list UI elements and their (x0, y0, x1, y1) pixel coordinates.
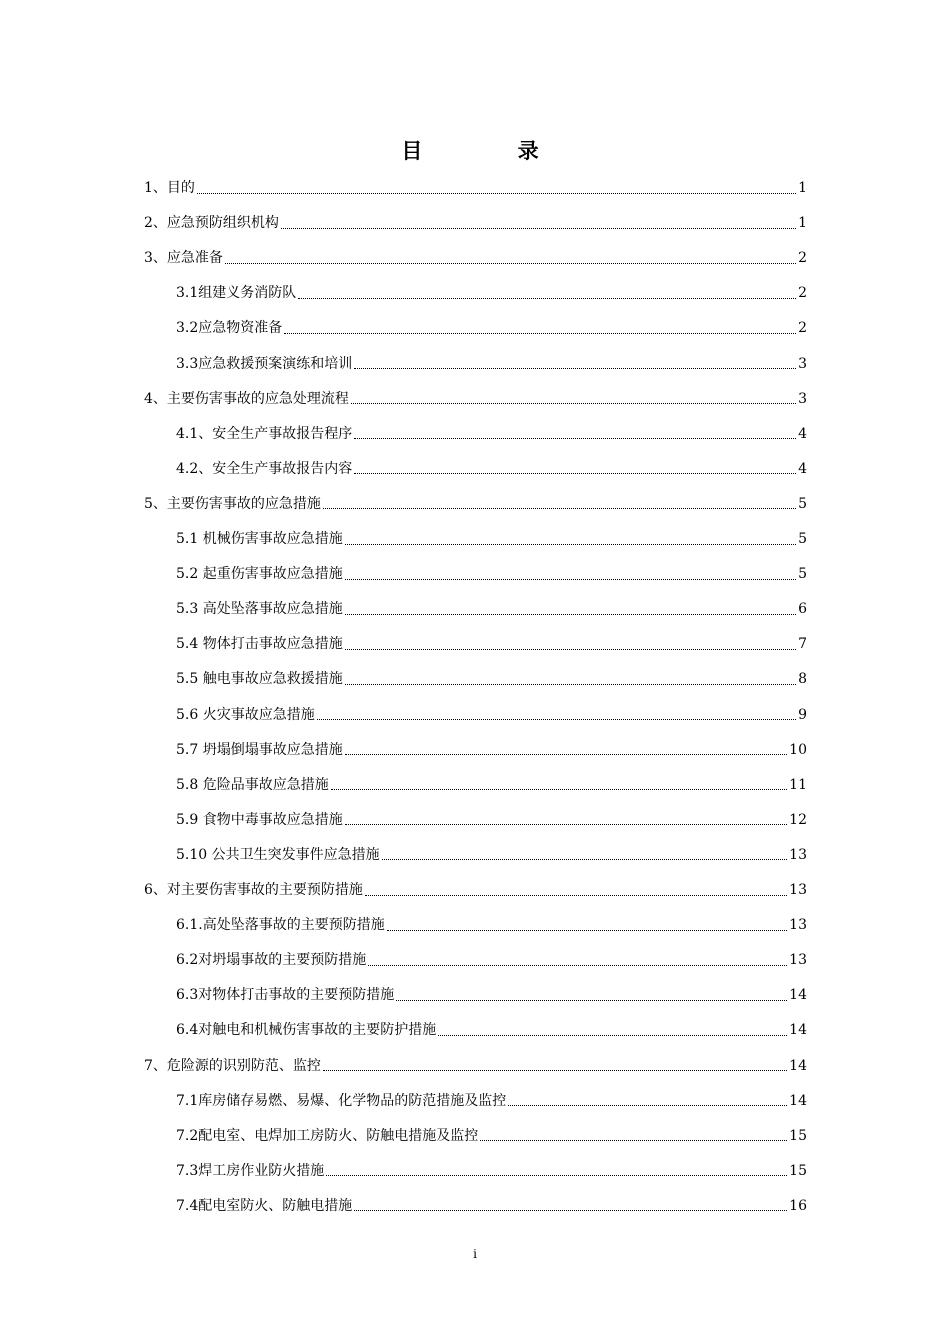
toc-entry-title: 7、危险源的识别防范、监控 (144, 1057, 321, 1074)
toc-dot-leader (331, 789, 787, 790)
page-number-footer: i (473, 1247, 477, 1261)
toc-entry[interactable] (176, 697, 807, 732)
toc-dot-leader (298, 298, 796, 299)
toc-entry-title: 5.8 危险品事故应急措施 (176, 776, 329, 793)
toc-entry-page-number: 1 (798, 180, 807, 196)
toc-entry[interactable] (144, 381, 807, 416)
toc-dot-leader (396, 1000, 787, 1001)
toc-entry-page-number: 10 (789, 741, 807, 758)
toc-entry[interactable] (176, 557, 807, 592)
toc-entry-title: 5.1 机械伤害事故应急措施 (176, 531, 343, 547)
toc-dot-leader (354, 473, 796, 474)
toc-entry[interactable] (176, 592, 807, 627)
toc-entry-title: 7.4配电室防火、防触电措施 (176, 1197, 353, 1214)
toc-entry-page-number: 13 (789, 917, 807, 934)
toc-entry-page-number: 16 (789, 1197, 807, 1214)
toc-entry-page-number: 6 (798, 601, 807, 618)
toc-entry[interactable] (176, 767, 807, 802)
toc-dot-leader (365, 895, 787, 896)
toc-dot-leader (351, 403, 796, 404)
toc-entry-title: 5.6 火灾事故应急措施 (176, 706, 315, 723)
toc-dot-leader (317, 719, 796, 720)
toc-dot-leader (438, 1035, 787, 1036)
toc-entry[interactable] (176, 1118, 807, 1153)
toc-dot-leader (326, 1175, 787, 1176)
toc-entry-page-number: 14 (789, 1057, 807, 1074)
toc-dot-leader (284, 333, 796, 334)
toc-entry-page-number: 13 (789, 882, 807, 898)
toc-entry[interactable] (176, 627, 807, 662)
toc-title: 目 录 (401, 139, 583, 163)
toc-dot-leader (197, 193, 796, 194)
toc-entry-title: 1、目的 (144, 180, 195, 196)
toc-entry-page-number: 13 (789, 952, 807, 969)
toc-entry-title: 7.1库房储存易燃、易爆、化学物品的防范措施及监控 (176, 1092, 507, 1109)
toc-entry-title: 2、应急预防组织机构 (144, 215, 279, 232)
toc-entry[interactable] (176, 908, 807, 943)
toc-entry-title: 7.2配电室、电焊加工房防火、防触电措施及监控 (176, 1127, 479, 1144)
toc-entry-page-number: 14 (789, 1092, 807, 1109)
toc-entry[interactable] (176, 522, 807, 557)
toc-entry[interactable] (144, 1048, 807, 1083)
toc-entry-page-number: 7 (798, 636, 807, 653)
toc-entry-page-number: 11 (789, 776, 807, 793)
toc-entry-page-number: 3 (798, 390, 807, 407)
toc-entry-title: 3.1组建义务消防队 (176, 285, 297, 302)
toc-entry[interactable] (176, 662, 807, 697)
toc-entry[interactable] (176, 1013, 807, 1048)
toc-entry-page-number: 14 (789, 987, 807, 1004)
toc-entry-page-number: 4 (798, 425, 807, 442)
toc-dot-leader (323, 508, 796, 509)
toc-entry-page-number: 2 (798, 320, 807, 337)
toc-entry[interactable] (176, 837, 807, 872)
toc-entry-page-number: 13 (789, 846, 807, 863)
toc-entry-page-number: 15 (789, 1162, 807, 1179)
toc-entry-page-number: 4 (798, 460, 807, 477)
toc-entry[interactable] (144, 206, 807, 241)
toc-entry[interactable] (176, 346, 807, 381)
toc-entry[interactable] (176, 802, 807, 837)
toc-entry-page-number: 5 (798, 495, 807, 512)
toc-entry[interactable] (176, 416, 807, 451)
toc-dot-leader (225, 263, 796, 264)
toc-entry[interactable] (144, 241, 807, 276)
toc-entry-page-number: 3 (798, 355, 807, 372)
toc-dot-leader (281, 228, 796, 229)
toc-entry-title: 5.9 食物中毒事故应急措施 (176, 811, 343, 828)
toc-dot-leader (354, 368, 796, 369)
toc-entry-title: 6.4对触电和机械伤害事故的主要防护措施 (176, 1022, 437, 1039)
toc-entry-title: 7.3焊工房作业防火措施 (176, 1162, 325, 1179)
toc-entry-title: 4、主要伤害事故的应急处理流程 (144, 390, 349, 407)
toc-entry-title: 6.1.高处坠落事故的主要预防措施 (176, 917, 385, 934)
toc-entry-title: 5.5 触电事故应急救援措施 (176, 671, 343, 688)
toc-entry-title: 3.2应急物资准备 (176, 320, 283, 337)
toc-dot-leader (480, 1140, 787, 1141)
toc-dot-leader (387, 930, 787, 931)
toc-entry-title: 6.2对坍塌事故的主要预防措施 (176, 952, 367, 969)
toc-entry-title: 5、主要伤害事故的应急措施 (144, 495, 321, 512)
toc-dot-leader (323, 1070, 787, 1071)
toc-dot-leader (368, 965, 787, 966)
toc-entry-title: 4.2、安全生产事故报告内容 (176, 460, 353, 477)
toc-entry-title: 5.3 高处坠落事故应急措施 (176, 601, 343, 618)
toc-entry[interactable] (176, 943, 807, 978)
toc-dot-leader (345, 754, 787, 755)
toc-entry-title: 5.2 起重伤害事故应急措施 (176, 566, 343, 583)
toc-entry-page-number: 2 (798, 285, 807, 302)
toc-entry[interactable] (176, 276, 807, 311)
toc-entry-page-number: 15 (789, 1127, 807, 1144)
toc-dot-leader (345, 684, 796, 685)
toc-dot-leader (345, 579, 796, 580)
toc-entry-page-number: 12 (789, 811, 807, 828)
toc-entry[interactable] (176, 451, 807, 486)
toc-dot-leader (354, 438, 796, 439)
toc-entry[interactable] (176, 978, 807, 1013)
toc-entry[interactable] (144, 171, 807, 206)
toc-entry-title: 6.3对物体打击事故的主要预防措施 (176, 987, 395, 1004)
toc-entry-page-number: 9 (798, 706, 807, 723)
toc-entry-title: 5.4 物体打击事故应急措施 (176, 636, 343, 653)
toc-entry-title: 4.1、安全生产事故报告程序 (176, 425, 353, 442)
toc-entry-title: 3、应急准备 (144, 250, 223, 267)
toc-dot-leader (508, 1105, 787, 1106)
toc-entry-page-number: 5 (798, 566, 807, 583)
toc-dot-leader (345, 824, 787, 825)
toc-entry-page-number: 2 (798, 250, 807, 267)
toc-entry[interactable] (176, 1188, 807, 1223)
toc-entry[interactable] (176, 1153, 807, 1188)
toc-entry[interactable] (176, 1083, 807, 1118)
toc-entry-page-number: 1 (798, 215, 807, 232)
toc-entry-page-number: 14 (789, 1022, 807, 1039)
toc-entry-title: 5.10 公共卫生突发事件应急措施 (176, 846, 380, 863)
toc-dot-leader (345, 649, 796, 650)
toc-entry[interactable] (144, 486, 807, 521)
toc-dot-leader (345, 544, 796, 545)
toc-entry-page-number: 5 (798, 531, 807, 547)
toc-entry[interactable] (176, 311, 807, 346)
toc-entry-page-number: 8 (798, 671, 807, 688)
toc-entry-title: 6、对主要伤害事故的主要预防措施 (144, 882, 363, 898)
toc-dot-leader (354, 1210, 787, 1211)
toc-dot-leader (345, 614, 796, 615)
toc-dot-leader (382, 859, 788, 860)
toc-entry-title: 5.7 坍塌倒塌事故应急措施 (176, 741, 343, 758)
toc-entry[interactable] (144, 873, 807, 908)
toc-entry[interactable] (176, 732, 807, 767)
toc-entry-title: 3.3应急救援预案演练和培训 (176, 355, 353, 372)
